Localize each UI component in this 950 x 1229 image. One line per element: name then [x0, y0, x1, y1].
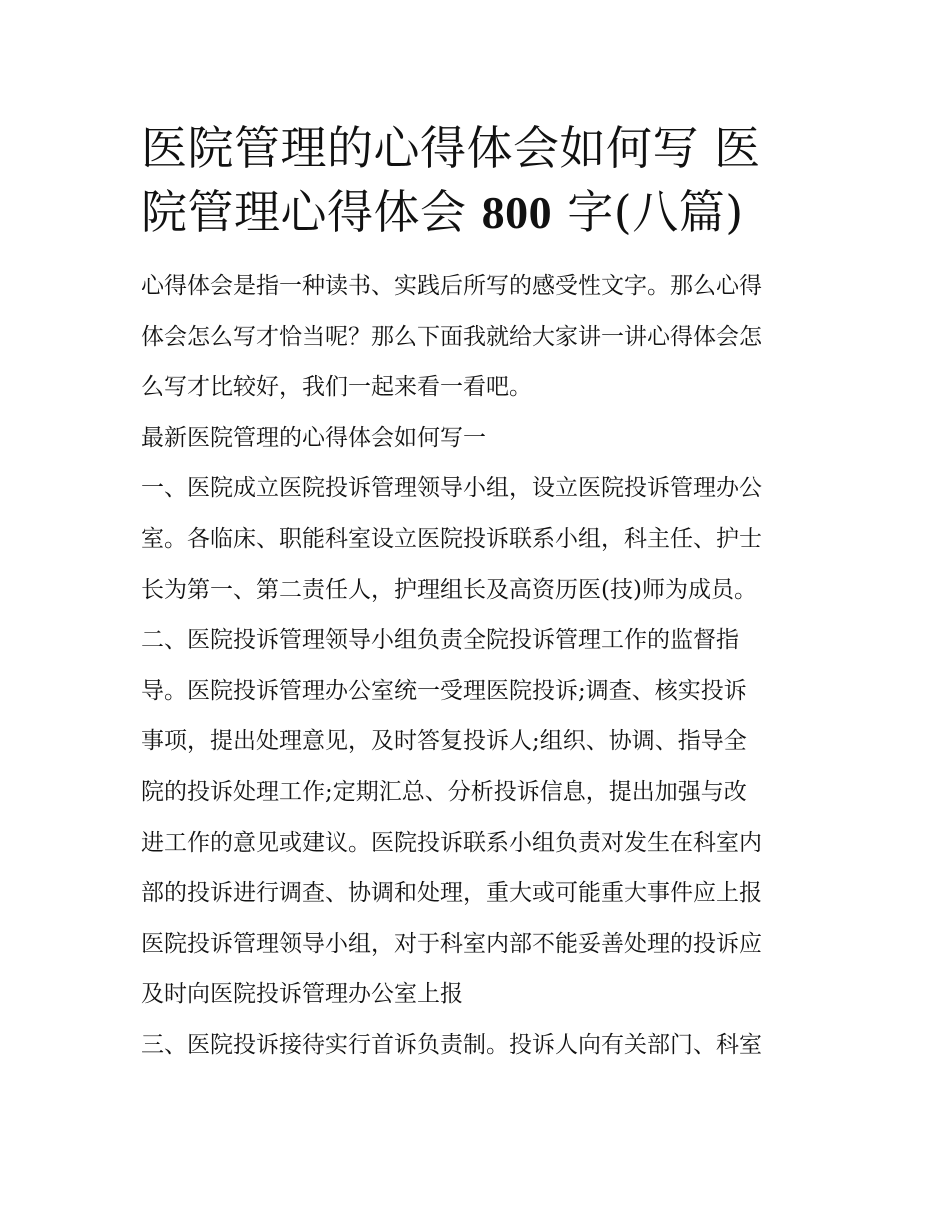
title-line: 院管理心得体会 800 字(八篇)	[141, 185, 744, 239]
text-line: 进工作的意见或建议。医院投诉联系小组负责对发生在科室内	[141, 829, 762, 856]
paragraph-item-2	[141, 615, 813, 1020]
text-line: 医院投诉管理领导小组，对于科室内部不能妥善处理的投诉应	[141, 930, 762, 957]
text-line: 部的投诉进行调查、协调和处理，重大或可能重大事件应上报	[141, 880, 762, 907]
text-line: 二、医院投诉管理领导小组负责全院投诉管理工作的监督指	[141, 627, 739, 654]
section-heading	[141, 413, 813, 464]
text-line: 院的投诉处理工作;定期汇总、分析投诉信息，提出加强与改	[141, 778, 747, 805]
paragraph-item-1	[141, 463, 813, 615]
text-line: 体会怎么写才恰当呢？那么下面我就给大家讲一讲心得体会怎	[141, 323, 762, 350]
paragraph-intro	[141, 261, 813, 413]
text-line: 一、医院成立医院投诉管理领导小组，设立医院投诉管理办公	[141, 475, 762, 502]
text-line: 么写才比较好，我们一起来看一看吧。	[141, 374, 532, 401]
paragraph-item-3	[141, 1020, 813, 1071]
text-line: 室。各临床、职能科室设立医院投诉联系小组，科主任、护士	[141, 525, 762, 552]
document-page	[141, 116, 813, 1071]
title-number: 800	[481, 187, 553, 238]
text-line: 最新医院管理的心得体会如何写一	[141, 424, 486, 451]
text-line: 长为第一、第二责任人，护理组长及高资历医(技)师为成员。	[141, 576, 757, 603]
text-line: 心得体会是指一种读书、实践后所写的感受性文字。那么心得	[141, 273, 762, 299]
document-body	[141, 261, 813, 1071]
text-line: 事项，提出处理意见，及时答复投诉人;组织、协调、指导全	[141, 728, 747, 755]
text-line: 导。医院投诉管理办公室统一受理医院投诉;调查、核实投诉	[141, 677, 747, 704]
text-line: 三、医院投诉接待实行首诉负责制。投诉人向有关部门、科室	[141, 1031, 762, 1058]
title-line: 医院管理的心得体会如何写 医	[141, 121, 761, 175]
document-title	[141, 116, 813, 245]
text-line: 及时向医院投诉管理办公室上报	[141, 981, 463, 1008]
